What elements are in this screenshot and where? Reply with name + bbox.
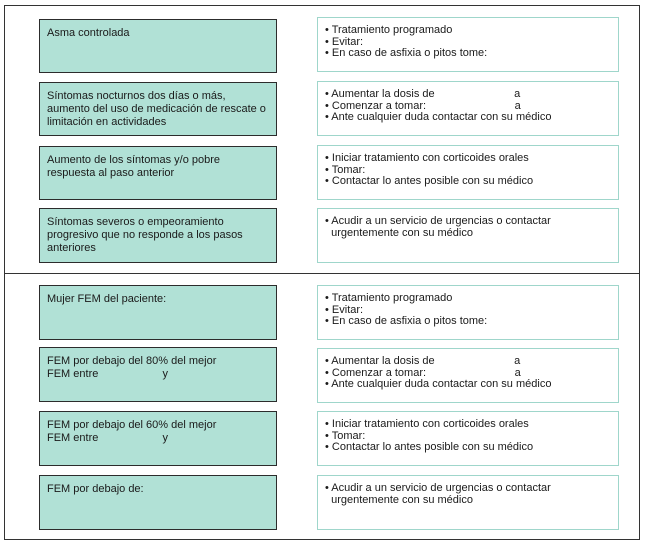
action-line: • Comenzar a tomar: a bbox=[325, 366, 521, 379]
action-line: • Tomar: bbox=[325, 163, 366, 176]
action-line: • Evitar: bbox=[325, 35, 364, 48]
zone-label-worsening: Síntomas nocturnos dos días o más, aumento del uso de medicación de rescate o limitación en actividades bbox=[39, 82, 277, 136]
action-line: • Ante cualquier duda contactar con su médico bbox=[325, 378, 552, 390]
action-line: • Evitar: bbox=[325, 303, 364, 316]
action-line: urgentemente con su médico bbox=[325, 493, 473, 506]
fem-label-below-80: FEM por debajo del 80% del mejor FEM entre y bbox=[39, 347, 277, 402]
action-line: • Acudir a un servicio de urgencias o contactar bbox=[325, 215, 551, 227]
fem-label-below: FEM por debajo de: bbox=[39, 475, 277, 530]
zone-label-controlled: Asma controlada bbox=[39, 19, 277, 73]
action-line: • Tratamiento programado bbox=[325, 24, 453, 36]
action-line: • En caso de asfixia o pitos tome: bbox=[325, 315, 488, 327]
fem-actions-below-60 bbox=[317, 411, 619, 466]
action-line: urgentemente con su médico bbox=[325, 226, 473, 239]
action-line: • Aumentar la dosis de a bbox=[325, 355, 521, 367]
action-line: • Iniciar tratamiento con corticoides orales bbox=[325, 152, 529, 164]
action-line: • Ante cualquier duda contactar con su médico bbox=[325, 111, 552, 123]
fem-actions-below-80 bbox=[317, 348, 619, 403]
zone-label-increase: Aumento de los síntomas y/o pobre respuesta al paso anterior bbox=[39, 146, 277, 200]
action-line: • Contactar lo antes posible con su médico bbox=[325, 175, 534, 187]
action-line: • Contactar lo antes posible con su médico bbox=[325, 441, 534, 453]
action-line: • Comenzar a tomar: a bbox=[325, 99, 521, 112]
section-divider bbox=[4, 273, 640, 274]
zone-actions-worsening bbox=[317, 81, 619, 136]
fem-actions-below bbox=[317, 475, 619, 530]
action-line: • Iniciar tratamiento con corticoides orales bbox=[325, 418, 529, 430]
zone-actions-severe bbox=[317, 208, 619, 263]
action-line: • Tratamiento programado bbox=[325, 292, 453, 304]
fem-label-personal-best: Mujer FEM del paciente: bbox=[39, 285, 277, 340]
action-line: • Tomar: bbox=[325, 429, 366, 442]
fem-label-below-60: FEM por debajo del 60% del mejor FEM entre y bbox=[39, 411, 277, 466]
action-line: • En caso de asfixia o pitos tome: bbox=[325, 47, 488, 59]
zone-actions-increase bbox=[317, 145, 619, 200]
action-line: • Acudir a un servicio de urgencias o contactar bbox=[325, 482, 551, 494]
zone-label-severe: Síntomas severos o empeoramiento progresivo que no responde a los pasos anteriores bbox=[39, 208, 277, 263]
zone-actions-controlled bbox=[317, 17, 619, 72]
action-line: • Aumentar la dosis de a bbox=[325, 88, 521, 100]
fem-actions-personal-best bbox=[317, 285, 619, 340]
